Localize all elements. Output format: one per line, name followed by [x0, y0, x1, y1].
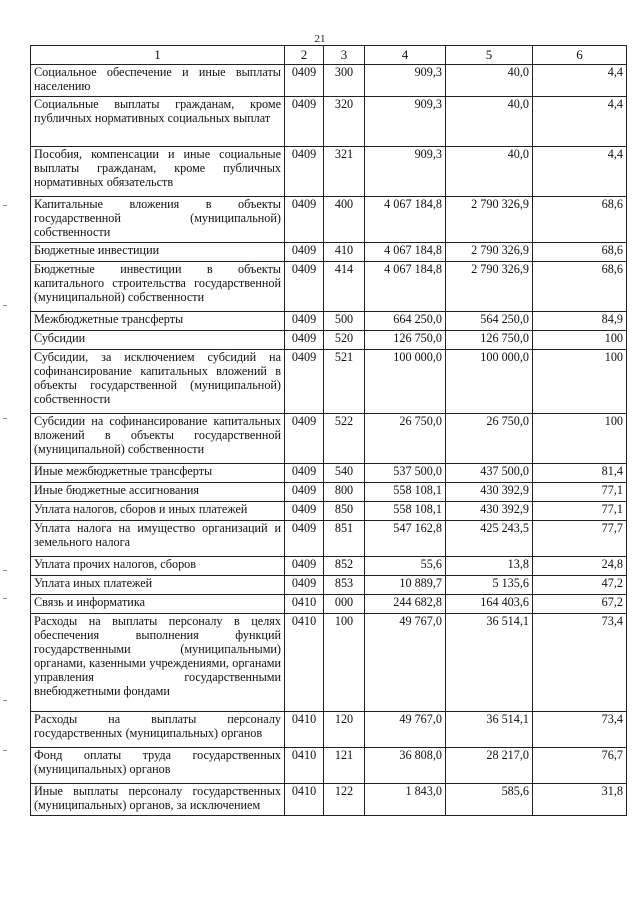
row-actual-value: 2 790 326,9 [446, 243, 533, 262]
row-plan-value: 36 808,0 [365, 748, 446, 784]
table-row [31, 243, 627, 262]
table-row [31, 502, 627, 521]
row-expense-type-code: 520 [324, 331, 365, 350]
row-plan-value: 664 250,0 [365, 312, 446, 331]
row-actual-value: 437 500,0 [446, 464, 533, 483]
row-expense-type-code: 121 [324, 748, 365, 784]
row-plan-value: 49 767,0 [365, 712, 446, 748]
row-percent: 77,1 [533, 502, 627, 521]
row-name: Субсидии [31, 331, 285, 350]
row-expense-type-code: 851 [324, 521, 365, 557]
row-section-code: 0409 [285, 502, 324, 521]
row-name: Расходы на выплаты персоналу в целях обеспечения выполнения функций государственными (муниципальными) органами, казенными учреждениями, органами управления государственными внебюджетными фондами [31, 614, 285, 712]
page-number: 21 [314, 33, 326, 45]
row-actual-value: 5 135,6 [446, 576, 533, 595]
row-plan-value: 126 750,0 [365, 331, 446, 350]
row-section-code: 0409 [285, 262, 324, 312]
row-percent: 4,4 [533, 97, 627, 147]
row-name: Связь и информатика [31, 595, 285, 614]
row-section-code: 0409 [285, 557, 324, 576]
row-percent: 68,6 [533, 197, 627, 243]
row-plan-value: 558 108,1 [365, 483, 446, 502]
row-expense-type-code: 120 [324, 712, 365, 748]
row-actual-value: 36 514,1 [446, 712, 533, 748]
table-row [31, 483, 627, 502]
row-percent: 77,1 [533, 483, 627, 502]
table-row [31, 557, 627, 576]
row-plan-value: 4 067 184,8 [365, 262, 446, 312]
table-row [31, 614, 627, 712]
row-name: Капитальные вложения в объекты государственной (муниципальной) собственности [31, 197, 285, 243]
row-actual-value: 164 403,6 [446, 595, 533, 614]
row-name: Социальное обеспечение и иные выплаты населению [31, 65, 285, 97]
row-section-code: 0409 [285, 147, 324, 197]
row-actual-value: 430 392,9 [446, 483, 533, 502]
row-expense-type-code: 853 [324, 576, 365, 595]
row-name: Бюджетные инвестиции [31, 243, 285, 262]
row-expense-type-code: 000 [324, 595, 365, 614]
row-actual-value: 126 750,0 [446, 331, 533, 350]
row-name: Иные выплаты персоналу государственных (муниципальных) органов, за исключением [31, 784, 285, 816]
column-header-expense-type: 3 [324, 46, 365, 65]
row-percent: 81,4 [533, 464, 627, 483]
row-name: Уплата налога на имущество организаций и земельного налога [31, 521, 285, 557]
column-header-actual: 5 [446, 46, 533, 65]
row-expense-type-code: 100 [324, 614, 365, 712]
row-section-code: 0409 [285, 243, 324, 262]
row-name: Уплата иных платежей [31, 576, 285, 595]
row-section-code: 0409 [285, 65, 324, 97]
row-percent: 73,4 [533, 614, 627, 712]
row-section-code: 0409 [285, 350, 324, 414]
row-plan-value: 909,3 [365, 97, 446, 147]
row-section-code: 0409 [285, 576, 324, 595]
row-name: Иные межбюджетные трансферты [31, 464, 285, 483]
row-percent: 100 [533, 350, 627, 414]
row-plan-value: 244 682,8 [365, 595, 446, 614]
row-name: Субсидии, за исключением субсидий на софинансирование капитальных вложений в объекты государственной (муниципальной) собственности [31, 350, 285, 414]
row-name: Межбюджетные трансферты [31, 312, 285, 331]
row-name: Иные бюджетные ассигнования [31, 483, 285, 502]
row-actual-value: 100 000,0 [446, 350, 533, 414]
row-expense-type-code: 414 [324, 262, 365, 312]
row-plan-value: 909,3 [365, 147, 446, 197]
row-expense-type-code: 522 [324, 414, 365, 464]
row-plan-value: 49 767,0 [365, 614, 446, 712]
row-expense-type-code: 540 [324, 464, 365, 483]
row-actual-value: 40,0 [446, 147, 533, 197]
row-name: Расходы на выплаты персоналу государственных (муниципальных) органов [31, 712, 285, 748]
table-row [31, 331, 627, 350]
row-percent: 77,7 [533, 521, 627, 557]
row-actual-value: 40,0 [446, 65, 533, 97]
row-section-code: 0409 [285, 312, 324, 331]
row-name: Бюджетные инвестиции в объекты капитального строительства государственной (муниципальной) собственности [31, 262, 285, 312]
row-plan-value: 547 162,8 [365, 521, 446, 557]
row-percent: 76,7 [533, 748, 627, 784]
table-row [31, 464, 627, 483]
row-actual-value: 430 392,9 [446, 502, 533, 521]
row-plan-value: 55,6 [365, 557, 446, 576]
row-percent: 68,6 [533, 243, 627, 262]
row-percent: 4,4 [533, 65, 627, 97]
column-header-section: 2 [285, 46, 324, 65]
row-percent: 67,2 [533, 595, 627, 614]
table-row [31, 262, 627, 312]
row-percent: 73,4 [533, 712, 627, 748]
row-section-code: 0410 [285, 784, 324, 816]
row-expense-type-code: 400 [324, 197, 365, 243]
table-row [31, 595, 627, 614]
row-plan-value: 1 843,0 [365, 784, 446, 816]
row-percent: 24,8 [533, 557, 627, 576]
row-section-code: 0410 [285, 712, 324, 748]
row-name: Фонд оплаты труда государственных (муниципальных) органов [31, 748, 285, 784]
table-row [31, 312, 627, 331]
row-expense-type-code: 122 [324, 784, 365, 816]
row-plan-value: 10 889,7 [365, 576, 446, 595]
row-actual-value: 26 750,0 [446, 414, 533, 464]
row-expense-type-code: 321 [324, 147, 365, 197]
row-percent: 4,4 [533, 147, 627, 197]
row-actual-value: 564 250,0 [446, 312, 533, 331]
row-section-code: 0409 [285, 331, 324, 350]
table-row [31, 521, 627, 557]
table-row [31, 414, 627, 464]
row-percent: 100 [533, 331, 627, 350]
header-row [31, 46, 627, 65]
row-expense-type-code: 850 [324, 502, 365, 521]
row-plan-value: 100 000,0 [365, 350, 446, 414]
row-plan-value: 537 500,0 [365, 464, 446, 483]
row-plan-value: 4 067 184,8 [365, 243, 446, 262]
row-name: Пособия, компенсации и иные социальные выплаты гражданам, кроме публичных нормативных обязательств [31, 147, 285, 197]
table-row [31, 784, 627, 816]
table-row [31, 576, 627, 595]
row-section-code: 0410 [285, 614, 324, 712]
table-row [31, 147, 627, 197]
row-actual-value: 425 243,5 [446, 521, 533, 557]
row-expense-type-code: 500 [324, 312, 365, 331]
row-actual-value: 2 790 326,9 [446, 197, 533, 243]
row-section-code: 0409 [285, 414, 324, 464]
row-section-code: 0409 [285, 483, 324, 502]
row-section-code: 0409 [285, 97, 324, 147]
row-actual-value: 36 514,1 [446, 614, 533, 712]
row-actual-value: 13,8 [446, 557, 533, 576]
row-percent: 84,9 [533, 312, 627, 331]
row-expense-type-code: 320 [324, 97, 365, 147]
row-section-code: 0409 [285, 464, 324, 483]
row-name: Уплата налогов, сборов и иных платежей [31, 502, 285, 521]
row-percent: 47,2 [533, 576, 627, 595]
table-row [31, 350, 627, 414]
row-section-code: 0410 [285, 748, 324, 784]
row-percent: 68,6 [533, 262, 627, 312]
row-plan-value: 4 067 184,8 [365, 197, 446, 243]
row-plan-value: 26 750,0 [365, 414, 446, 464]
row-percent: 100 [533, 414, 627, 464]
row-name: Уплата прочих налогов, сборов [31, 557, 285, 576]
row-percent: 31,8 [533, 784, 627, 816]
row-expense-type-code: 852 [324, 557, 365, 576]
row-actual-value: 40,0 [446, 97, 533, 147]
table-row [31, 748, 627, 784]
row-name: Социальные выплаты гражданам, кроме публичных нормативных социальных выплат [31, 97, 285, 147]
table-row [31, 197, 627, 243]
row-name: Субсидии на софинансирование капитальных вложений в объекты государственной (муниципальной) собственности [31, 414, 285, 464]
row-actual-value: 585,6 [446, 784, 533, 816]
row-section-code: 0409 [285, 521, 324, 557]
row-expense-type-code: 300 [324, 65, 365, 97]
table-row [31, 65, 627, 97]
row-expense-type-code: 800 [324, 483, 365, 502]
row-expense-type-code: 410 [324, 243, 365, 262]
row-actual-value: 28 217,0 [446, 748, 533, 784]
row-plan-value: 909,3 [365, 65, 446, 97]
column-header-percent: 6 [533, 46, 627, 65]
row-section-code: 0409 [285, 197, 324, 243]
table-row [31, 97, 627, 147]
row-expense-type-code: 521 [324, 350, 365, 414]
row-actual-value: 2 790 326,9 [446, 262, 533, 312]
table-row [31, 712, 627, 748]
column-header-name: 1 [31, 46, 285, 65]
budget-table [30, 45, 627, 816]
row-plan-value: 558 108,1 [365, 502, 446, 521]
row-section-code: 0410 [285, 595, 324, 614]
column-header-plan: 4 [365, 46, 446, 65]
